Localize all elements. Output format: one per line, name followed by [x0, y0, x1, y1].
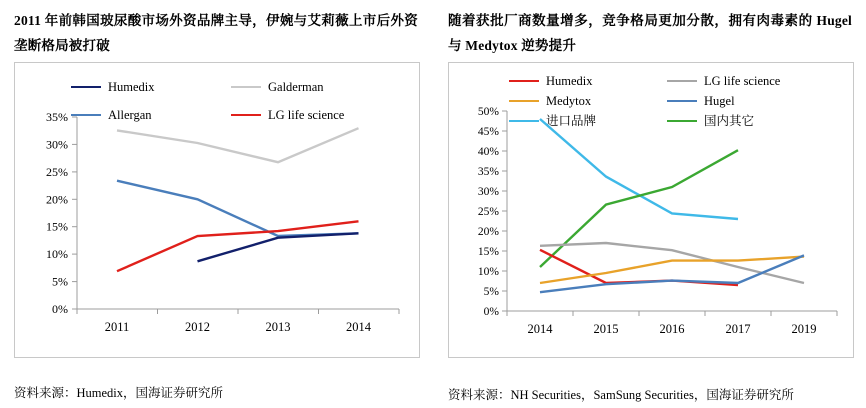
legend-label-medytox: Medytox	[546, 94, 592, 108]
left-panel-title: 2011 年前韩国玻尿酸市场外资品牌主导，伊婉与艾莉薇上市后外资垄断格局被打破	[14, 13, 418, 53]
right-panel-title: 随着获批厂商数量增多，竞争格局更加分散，拥有肉毒素的 Hugel 与 Medytox 逆势提升	[448, 13, 852, 53]
left-chart-source: 资料来源：Humedix，国海证券研究所	[14, 386, 224, 400]
svg-text:30%: 30%	[477, 186, 499, 198]
legend-label-lg-life-science: LG life science	[704, 74, 781, 88]
svg-text:2019: 2019	[791, 322, 817, 336]
right-chart-panel	[434, 0, 866, 408]
legend-label-humedix: Humedix	[546, 74, 593, 88]
svg-text:0%: 0%	[52, 302, 68, 316]
svg-text:2014: 2014	[346, 320, 371, 334]
left-chart-plot	[15, 63, 419, 357]
svg-text:2014: 2014	[527, 322, 553, 336]
legend-label-import-brands: 进口品牌	[546, 114, 597, 128]
legend-label-galderman: Galderman	[268, 80, 324, 94]
svg-text:2011: 2011	[104, 320, 130, 334]
svg-text:20%: 20%	[477, 226, 499, 238]
legend-label-humedix: Humedix	[108, 80, 155, 94]
legend-label-hugel: Hugel	[704, 94, 735, 108]
svg-text:10%: 10%	[477, 266, 499, 278]
svg-text:2016: 2016	[659, 322, 685, 336]
svg-text:2017: 2017	[725, 322, 751, 336]
svg-text:40%: 40%	[477, 146, 499, 158]
svg-text:45%: 45%	[477, 126, 499, 138]
left-chart-panel	[0, 0, 432, 408]
svg-text:25%: 25%	[46, 164, 68, 179]
right-chart-container	[448, 62, 854, 358]
svg-text:50%: 50%	[477, 106, 499, 118]
svg-text:10%: 10%	[46, 247, 68, 262]
svg-text:35%: 35%	[477, 166, 499, 178]
svg-text:25%: 25%	[477, 206, 499, 218]
svg-text:2013: 2013	[265, 320, 291, 334]
svg-text:0%: 0%	[483, 306, 499, 318]
legend-label-lg-life-science: LG life science	[268, 108, 345, 122]
svg-text:2015: 2015	[593, 322, 619, 336]
right-chart-source: 资料来源：NH Securities，SamSung Securities，国海证券研究所	[448, 388, 794, 402]
legend-label-allergan: Allergan	[108, 108, 152, 122]
svg-text:2012: 2012	[185, 320, 210, 334]
legend-label-domestic-others: 国内其它	[704, 114, 755, 128]
svg-text:35%: 35%	[46, 110, 68, 124]
svg-text:15%: 15%	[46, 219, 68, 234]
svg-text:5%: 5%	[483, 286, 499, 298]
svg-text:5%: 5%	[52, 274, 68, 289]
svg-text:15%: 15%	[477, 246, 499, 258]
svg-text:30%: 30%	[46, 137, 68, 152]
left-chart-container	[14, 62, 420, 358]
svg-text:20%: 20%	[46, 192, 68, 207]
right-chart-plot	[449, 63, 853, 357]
